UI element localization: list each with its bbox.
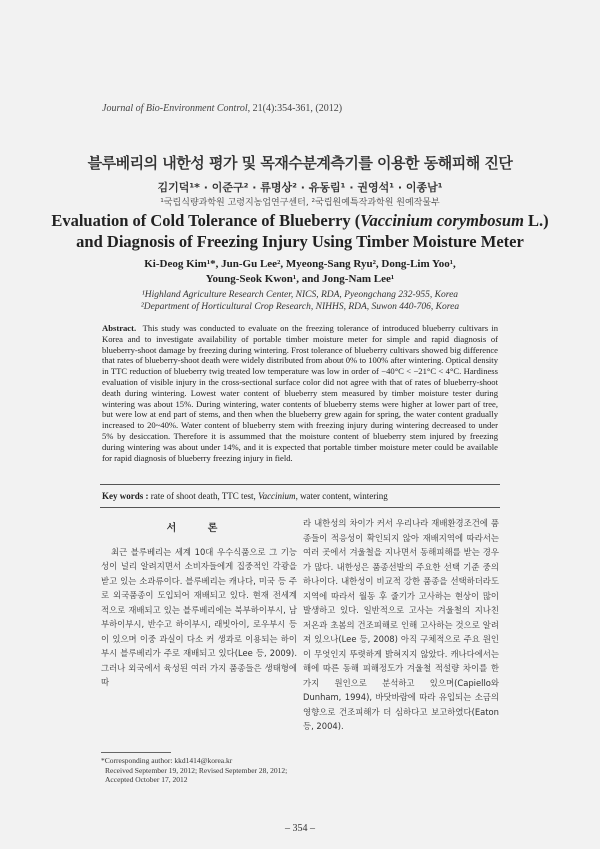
journal-citation xyxy=(102,103,342,114)
footnote-accepted: Accepted October 17, 2012 xyxy=(105,775,188,784)
footnote-divider xyxy=(101,752,171,753)
intro-right-text: 라 내한성의 차이가 커서 우리나라 재배환경조건에 품종들이 적응성이 확인되지 않아 재배지역에 따라서는 여러 곳에서 겨울철을 지나면서 동해피해를 받는 경우가 많다. 내한성은 품종선발의 주요한 선택 기준 중의 하나이다. 내한성이 비교적 강한 품종을 선택하더라도 지역에 따라서 월동 후 줄기가 고사하는 현상이 많이 발생하고 있다. 일반적으로 고사는 겨울철의 지나친 저온과 초봄의 건조피해로 인해 고사하는 것으로 알려져 있으나(Lee 등, 2008) 아직 구체적으로 주요 원인이 무엇인지 뚜렷하게 밝혀지지 않았다. 캐나다에서는 해에 따른 동해 피해정도가 겨울철 적설량 차이를 한가지 원인으로 분석하고 있으며(Capiello와 Dunham, 1994), 바닷바람에 따라 유입되는 소금의 영향으로 건조피해가 더 심하다고 보고하였다(Eaton 등, 2004). xyxy=(303,518,499,731)
journal-volume: , 21(4):354-361, (2012) xyxy=(247,103,343,114)
korean-title: 블루베리의 내한성 평가 및 목재수분계측기를 이용한 동해피해 진단 xyxy=(87,154,513,172)
divider-bottom xyxy=(100,507,500,508)
english-affiliation-1: ¹Highland Agriculture Research Center, NICS, RDA, Pyeongchang 232-955, Korea xyxy=(141,290,459,300)
title-prefix: Evaluation of Cold Tolerance of Blueberry ( xyxy=(51,211,361,230)
abstract-text: This study was conducted to evaluate on the freezing tolerance of introduced blueberry cultivars in Korea and to investigate availability of portable timber moisture meter for simple and rapid diagnosis of blueberry-shoot damage by freezing during wintering. Frost tolerance of blueberry cultivars showed big difference that rates of blueberry-shoot death were widely distributed from about 0% to 100% after wintering. Optical density in TTC reduction of blueberry twig treated low temperature was low in order of −40°C < −21°C < 4°C. Hardiness evaluation of visible injury in the cross-sectional surface color did not agree with that of rates of blueberry-shoot death during wintering. Lowest water content of blueberry stem measured by timber moisture tester during wintering was about 15%. During wintering, water contents of blueberry stems were higher at lower part of tree, but were low at end part of stems, and then when the blueberry grew again for spring, the water content gradually increased to 20~40%. Water content of blueberry stem with freezing injury during wintering decreased to under 5% by desiccation. Therefore it is assummed that the moisture content of blueberry stem injured by freezing during wintering was about under 14%, and it is expected that portable timber moisture meter could be available for rapid diagnosis of blueberry freezing injury in field. xyxy=(102,323,498,463)
english-title xyxy=(0,210,600,252)
intro-heading: 서 론 xyxy=(166,523,232,534)
keywords-text-2: , water content, wintering xyxy=(295,491,388,501)
intro-left-text: 최근 블루베리는 세계 10대 우수식품으로 그 기능성이 널리 알려지면서 소비자들에게 집중적인 각광을 받고 있는 소과류이다. 블루베리는 캐나다, 미국 등 주로 외국품종이 도입되어 재배되고 있다. 현재 전세계적으로 재배되고 있는 블루베리에는 북부하이부시, 남부하이부시, 반수고 하이부시, 래빗아이, 로우부시 등이 있으며 이중 과실이 다소 커 생과로 이용되는 하이부시 블루베리가 주로 재배되고 있다(Lee 등, 2009). 그러나 외국에서 육성된 여러 가지 품종들은 생태형에 따 xyxy=(101,546,297,687)
english-affiliation-2: ²Department of Horticultural Crop Research, NIHHS, RDA, Suwon 440-706, Korea xyxy=(140,302,460,312)
divider-top xyxy=(100,484,500,485)
english-title-line2: and Diagnosis of Freezing Injury Using Timber Moisture Meter xyxy=(76,232,524,251)
abstract xyxy=(102,323,498,463)
title-species: Vaccinium corymbosum xyxy=(360,211,524,230)
footnote-received: Received September 19, 2012; Revised September 28, 2012; xyxy=(105,765,288,775)
korean-authors: 김기덕¹* · 이준구² · 류명상² · 유동림¹ · 권영석¹ · 이종남¹ xyxy=(157,181,443,194)
english-title-line1 xyxy=(0,210,600,231)
footnote-corresponding: *Corresponding author: kkd1414@korea.kr xyxy=(101,756,233,765)
keywords-label: Key words : xyxy=(102,491,149,501)
korean-affiliation: ¹국립식량과학원 고령지농업연구센터, ²국립원예특작과학원 원예작물부 xyxy=(160,198,440,208)
keywords-italic: Vaccinium xyxy=(258,491,296,501)
abstract-label: Abstract. xyxy=(102,323,137,333)
footnote xyxy=(101,756,297,785)
english-authors-line2: Young-Seok Kwon¹, and Jong-Nam Lee¹ xyxy=(205,273,395,285)
intro-column-right xyxy=(303,516,499,734)
intro-column-left xyxy=(101,516,297,690)
title-suffix: L.) xyxy=(523,211,549,230)
english-authors xyxy=(0,257,600,287)
english-affiliations xyxy=(0,289,600,313)
english-authors-line1: Ki-Deog Kim¹*, Jun-Gu Lee², Myeong-Sang Ryu², Dong-Lim Yoo¹, xyxy=(144,258,456,270)
keywords-text-1: rate of shoot death, TTC test, xyxy=(148,491,259,501)
keywords xyxy=(102,491,498,501)
page-number: – 354 – xyxy=(285,823,315,834)
journal-name: Journal of Bio-Environment Control xyxy=(102,103,248,114)
